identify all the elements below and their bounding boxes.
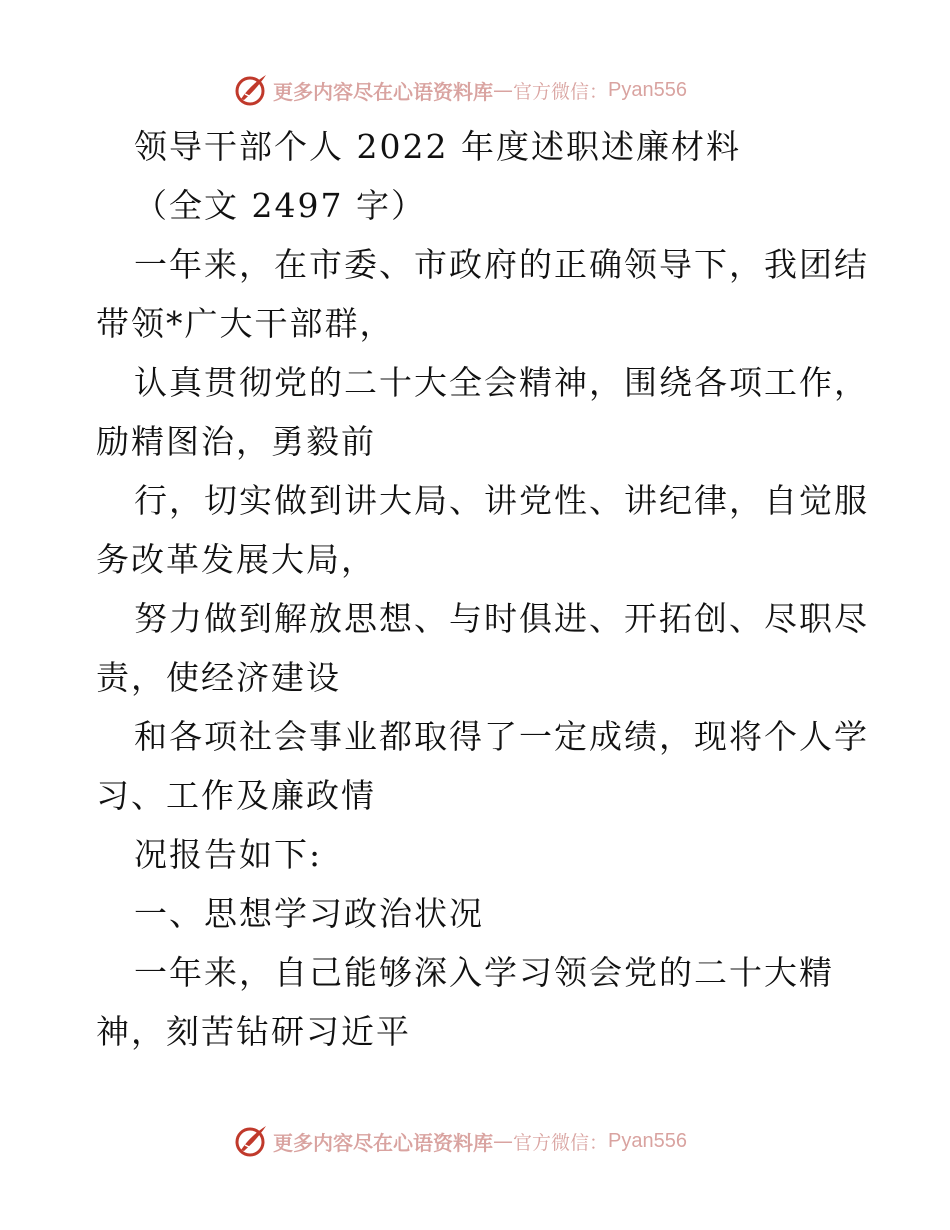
- watermark-sub-text: 官方微信：: [513, 80, 609, 103]
- text-line: 责，使经济建设: [96, 658, 341, 697]
- quill-logo-icon: [233, 72, 269, 108]
- text-line: 行，切实做到讲大局、讲党性、讲纪律，自觉服: [134, 481, 869, 520]
- watermark-sub-text: 官方微信：: [513, 1131, 609, 1154]
- watermark-banner-bottom: [233, 1121, 713, 1161]
- watermark-banner-top: [233, 70, 713, 110]
- text-line: 务改革发展大局，: [96, 540, 376, 579]
- text-line: 一年来，在市委、市政府的正确领导下，我团结: [134, 245, 869, 284]
- document-title: 领导干部个人 2022 年度述职述廉材料: [134, 127, 741, 166]
- text-line: 况报告如下:: [134, 835, 323, 874]
- text-line: 习、工作及廉政情: [96, 776, 376, 815]
- text-line: 神，刻苦钻研习近平: [96, 1012, 411, 1051]
- watermark-dash: —: [493, 78, 513, 102]
- watermark-wechat-id: Pyan556: [608, 1129, 687, 1152]
- watermark-main-text: 更多内容尽在心语资料库: [273, 79, 493, 104]
- text-line: 努力做到解放思想、与时俱进、开拓创、尽职尽: [134, 599, 869, 638]
- text-line: 一年来，自己能够深入学习领会党的二十大精: [134, 953, 834, 992]
- section-heading: 一、思想学习政治状况: [134, 894, 484, 933]
- document-subtitle: （全文 2497 字）: [134, 186, 426, 225]
- watermark-wechat-id: Pyan556: [608, 78, 687, 101]
- text-line: 和各项社会事业都取得了一定成绩，现将个人学: [134, 717, 869, 756]
- watermark-main-text: 更多内容尽在心语资料库: [273, 1130, 493, 1155]
- text-line: 认真贯彻党的二十大全会精神，围绕各项工作，: [134, 363, 869, 402]
- text-line: 带领*广大干部群，: [96, 304, 395, 343]
- document-body: [96, 117, 869, 1061]
- quill-logo-icon: [233, 1123, 269, 1159]
- text-line: 励精图治，勇毅前: [96, 422, 376, 461]
- watermark-dash: —: [493, 1129, 513, 1153]
